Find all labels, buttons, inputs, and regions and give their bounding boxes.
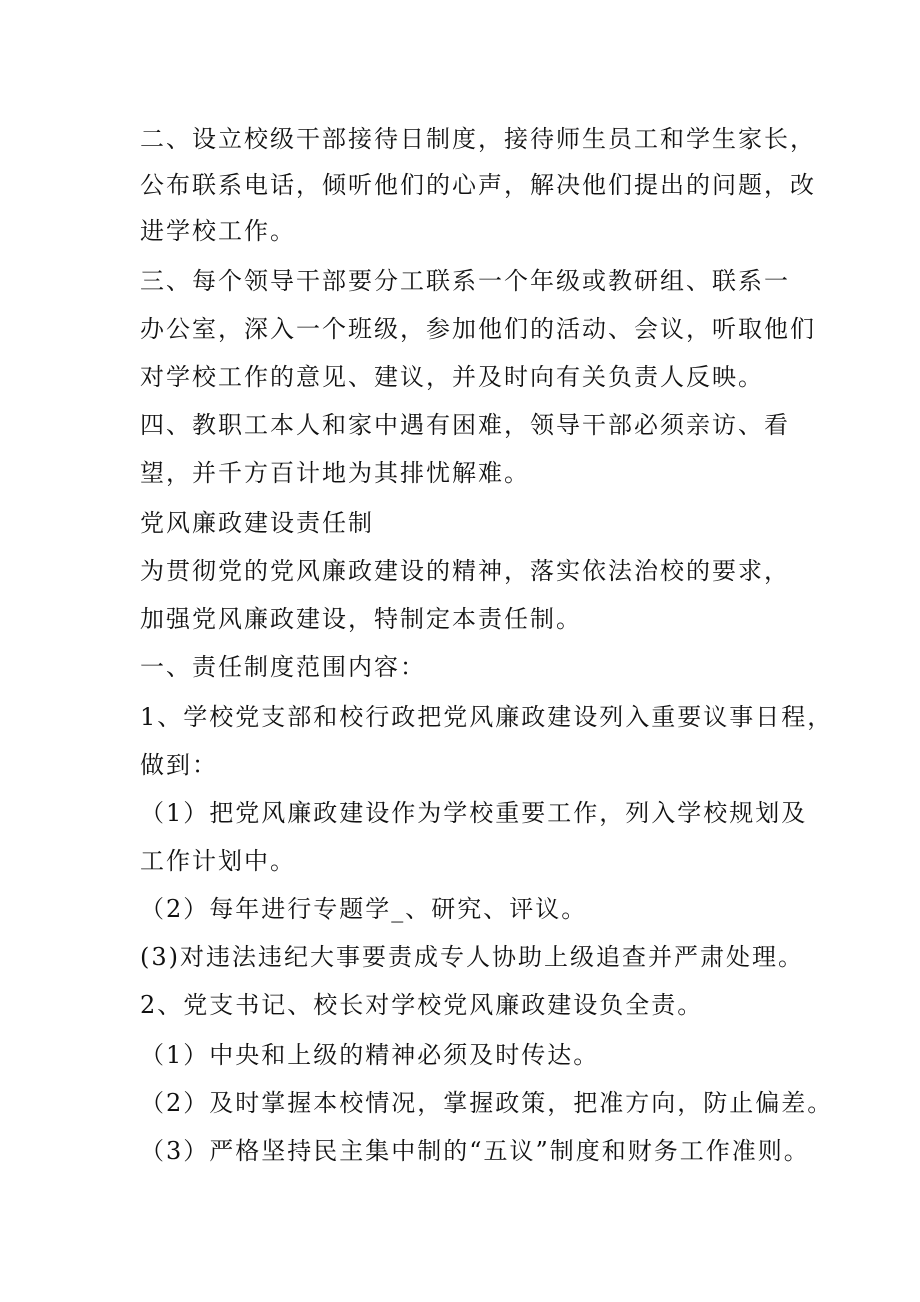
text-line: （3）严格坚持民主集中制的“五议”制度和财务工作准则。 bbox=[140, 1137, 810, 1165]
text-line: (3)对违法违纪大事要责成专人协助上级追查并严肃处理。 bbox=[140, 943, 804, 971]
text-line: （1）把党风廉政建设作为学校重要工作，列入学校规划及 bbox=[140, 799, 808, 827]
text-line: 公布联系电话，倾听他们的心声，解决他们提出的问题，改 bbox=[140, 171, 816, 199]
text-line: 一、责任制度范围内容： bbox=[140, 653, 426, 681]
text-line: 加强党风廉政建设，特制定本责任制。 bbox=[140, 605, 582, 633]
text-line: 1、学校党支部和校行政把党风廉政建设列入重要议事日程， bbox=[140, 703, 834, 731]
text-line: 进学校工作。 bbox=[140, 217, 296, 245]
text-line: 办公室，深入一个班级，参加他们的活动、会议，听取他们 bbox=[140, 315, 816, 343]
text-line: 2、党支书记、校长对学校党风廉政建设负全责。 bbox=[140, 991, 704, 1019]
text-line: （1）中央和上级的精神必须及时传达。 bbox=[140, 1041, 600, 1069]
text-line: 为贯彻党的党风廉政建设的精神，落实依法治校的要求， bbox=[140, 557, 790, 585]
text-line: 望，并千方百计地为其排忧解难。 bbox=[140, 459, 530, 487]
text-line: （2）每年进行专题学_、研究、评议。 bbox=[140, 895, 588, 923]
text-line: 四、教职工本人和家中遇有困难，领导干部必须亲访、看 bbox=[140, 411, 790, 439]
text-line: 做到： bbox=[140, 751, 218, 779]
text-line: 三、每个领导干部要分工联系一个年级或教研组、联系一 bbox=[140, 267, 790, 295]
text-line: 对学校工作的意见、建议，并及时向有关负责人反映。 bbox=[140, 363, 764, 391]
text-line: （2）及时掌握本校情况，掌握政策，把准方向，防止偏差。 bbox=[140, 1089, 834, 1117]
section-heading: 党风廉政建设责任制 bbox=[140, 509, 374, 537]
text-line: 工作计划中。 bbox=[140, 847, 296, 875]
text-line: 二、设立校级干部接待日制度，接待师生员工和学生家长， bbox=[140, 125, 816, 153]
